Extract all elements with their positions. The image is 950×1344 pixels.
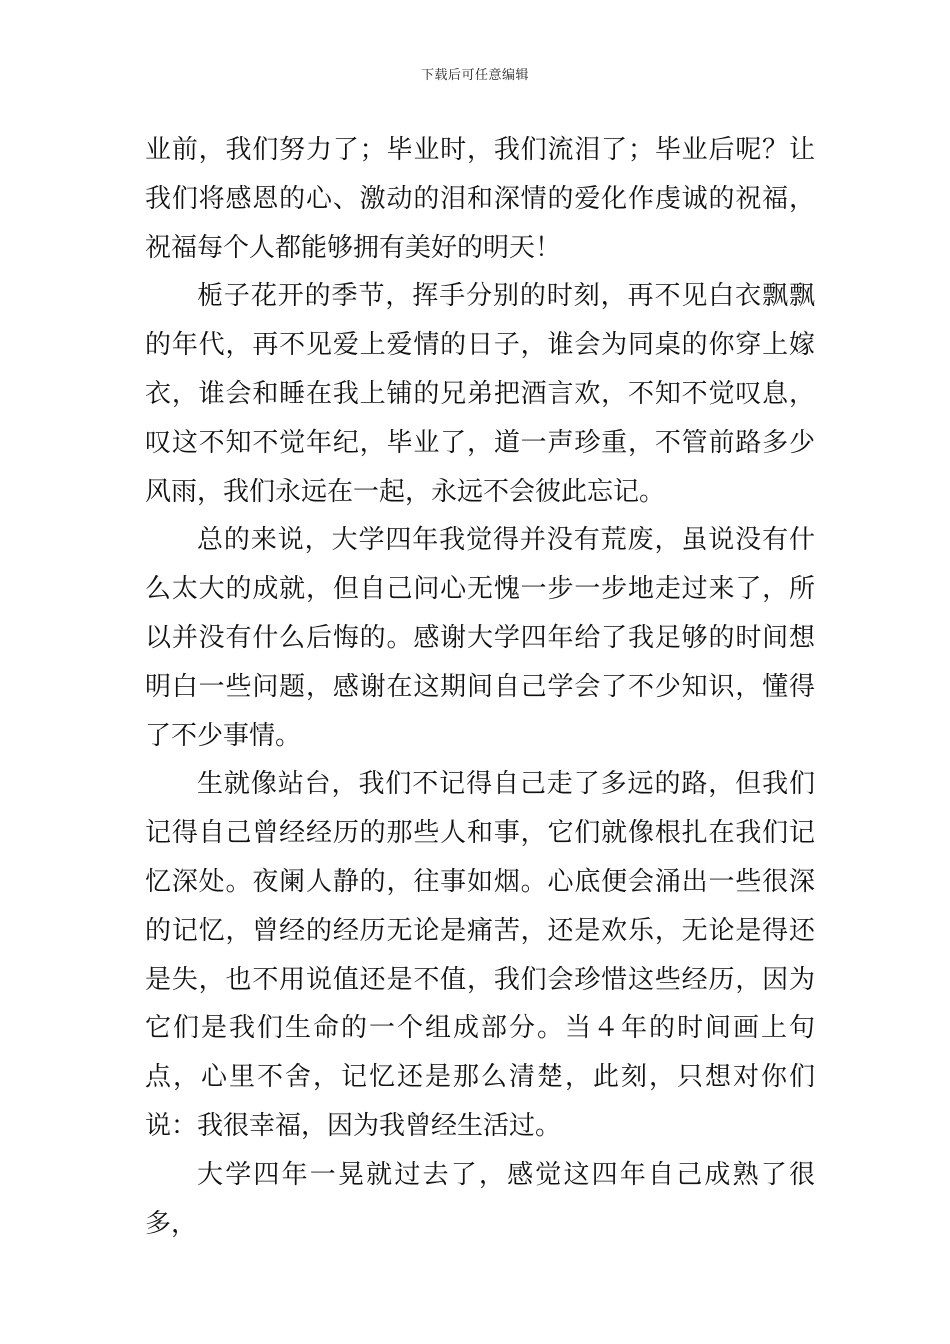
paragraph-3: 总的来说，大学四年我觉得并没有荒废，虽说没有什么太大的成就，但自己问心无愧一步一步地走过来了，所以并没有什么后悔的。感谢大学四年给了我足够的时间想明白一些问题，感谢在这期间自己学会了不少知识，懂得了不少事情。 <box>145 525 815 751</box>
paragraph-2: 栀子花开的季节，挥手分别的时刻，再不见白衣飘飘的年代，再不见爱上爱情的日子，谁会为同桌的你穿上嫁衣，谁会和睡在我上铺的兄弟把酒言欢，不知不觉叹息，叹这不知不觉年纪，毕业了，道一声珍重，不管前路多少风雨，我们永远在一起，永远不会彼此忘记。 <box>145 281 815 507</box>
document-body <box>145 126 815 1248</box>
paragraph-4: 生就像站台，我们不记得自己走了多远的路，但我们记得自己曾经经历的那些人和事，它们就像根扎在我们记忆深处。夜阑人静的，往事如烟。心底便会涌出一些很深的记忆，曾经的经历无论是痛苦，还是欢乐，无论是得还是失，也不用说值还是不值，我们会珍惜这些经历，因为它们是我们生命的一个组成部分。当４年的时间画上句点，心里不舍，记忆还是那么清楚，此刻，只想对你们说：我很幸福，因为我曾经生活过。 <box>145 769 815 1141</box>
page-header: 下载后可任意编辑 <box>420 68 529 83</box>
paragraph-1: 业前，我们努力了；毕业时，我们流泪了；毕业后呢？让我们将感恩的心、激动的泪和深情的爱化作虔诚的祝福，祝福每个人都能够拥有美好的明天！ <box>145 135 815 263</box>
paragraph-5: 大学四年一晃就过去了，感觉这四年自己成熟了很多， <box>145 1159 815 1239</box>
